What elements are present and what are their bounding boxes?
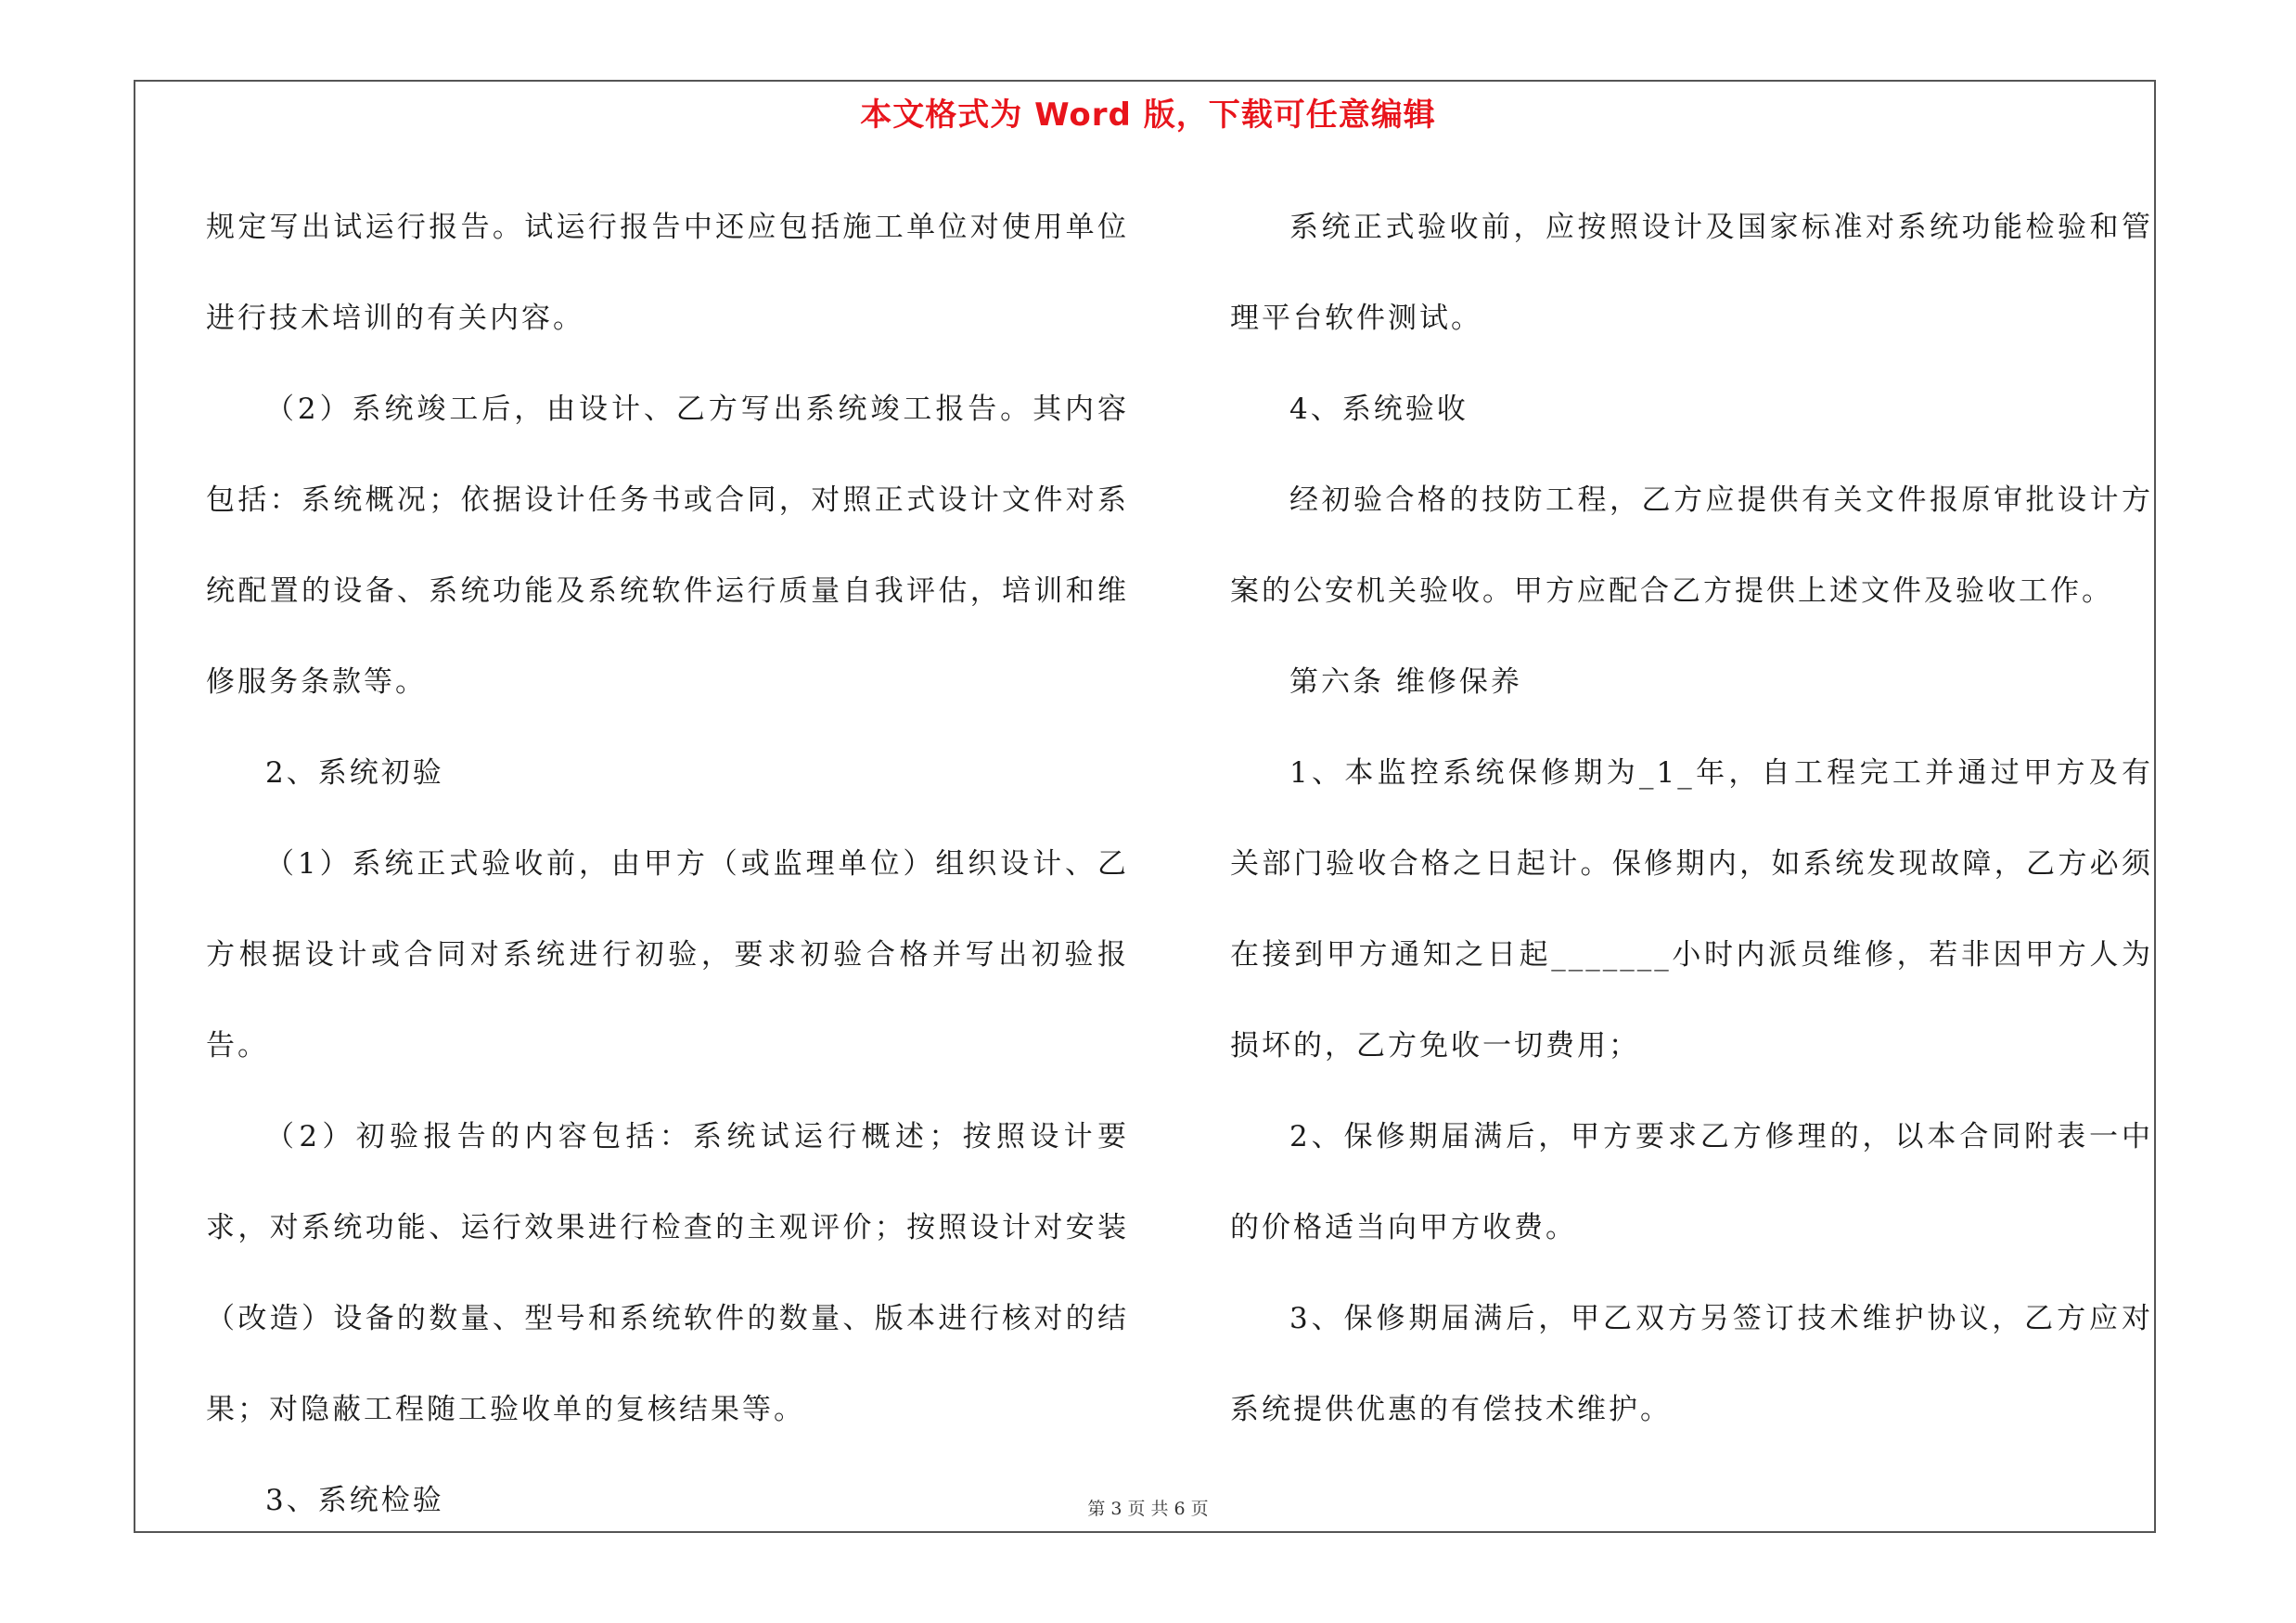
right-heading-article-6: 第六条 维修保养 — [1289, 665, 1522, 699]
left-heading-system-inspection: 3、系统检验 — [265, 1484, 444, 1517]
right-paragraph-4: 2、保修期届满后，甲方要求乙方修理的，以本合同附表一中的价格适当向甲方收费。 — [1230, 1120, 2153, 1244]
left-paragraph-4: （2）初验报告的内容包括：系统试运行概述；按照设计要求，对系统功能、运行效果进行检查的主观评价；按照设计对安装（改造）设备的数量、型号和系统软件的数量、版本进行核对的结果；对隐蔽工程随工验收单的复核结果等。 — [206, 1120, 1129, 1426]
right-paragraph-3: 1、本监控系统保修期为_1_年，自工程完工并通过甲方及有关部门验收合格之日起计。保修期内，如系统发现故障，乙方必须在接到甲方通知之日起_______小时内派员维修，若非因甲方人为损坏的，乙方免收一切费用； — [1230, 756, 2153, 1063]
right-paragraph-5: 3、保修期届满后，甲乙双方另签订技术维护协议，乙方应对系统提供优惠的有偿技术维护。 — [1230, 1302, 2153, 1426]
page-number-footer: 第 3 页 共 6 页 — [1087, 1499, 1209, 1519]
format-notice-banner: 本文格式为 Word 版，下载可任意编辑 — [860, 97, 1436, 134]
right-heading-system-acceptance: 4、系统验收 — [1289, 393, 1469, 426]
left-heading-system-initial-inspection: 2、系统初验 — [265, 756, 444, 790]
left-paragraph-3: （1）系统正式验收前，由甲方（或监理单位）组织设计、乙方根据设计或合同对系统进行初验，要求初验合格并写出初验报告。 — [206, 847, 1129, 1063]
right-paragraph-2: 经初验合格的技防工程，乙方应提供有关文件报原审批设计方案的公安机关验收。甲方应配合乙方提供上述文件及验收工作。 — [1230, 483, 2153, 608]
right-paragraph-1: 系统正式验收前，应按照设计及国家标准对系统功能检验和管理平台软件测试。 — [1230, 211, 2153, 335]
left-column — [206, 182, 1129, 1546]
right-column — [1230, 182, 2153, 1455]
left-paragraph-1: 规定写出试运行报告。试运行报告中还应包括施工单位对使用单位进行技术培训的有关内容。 — [206, 211, 1129, 335]
left-paragraph-2: （2）系统竣工后，由设计、乙方写出系统竣工报告。其内容包括：系统概况；依据设计任务书或合同，对照正式设计文件对系统配置的设备、系统功能及系统软件运行质量自我评估，培训和维修服务条款等。 — [206, 393, 1129, 699]
